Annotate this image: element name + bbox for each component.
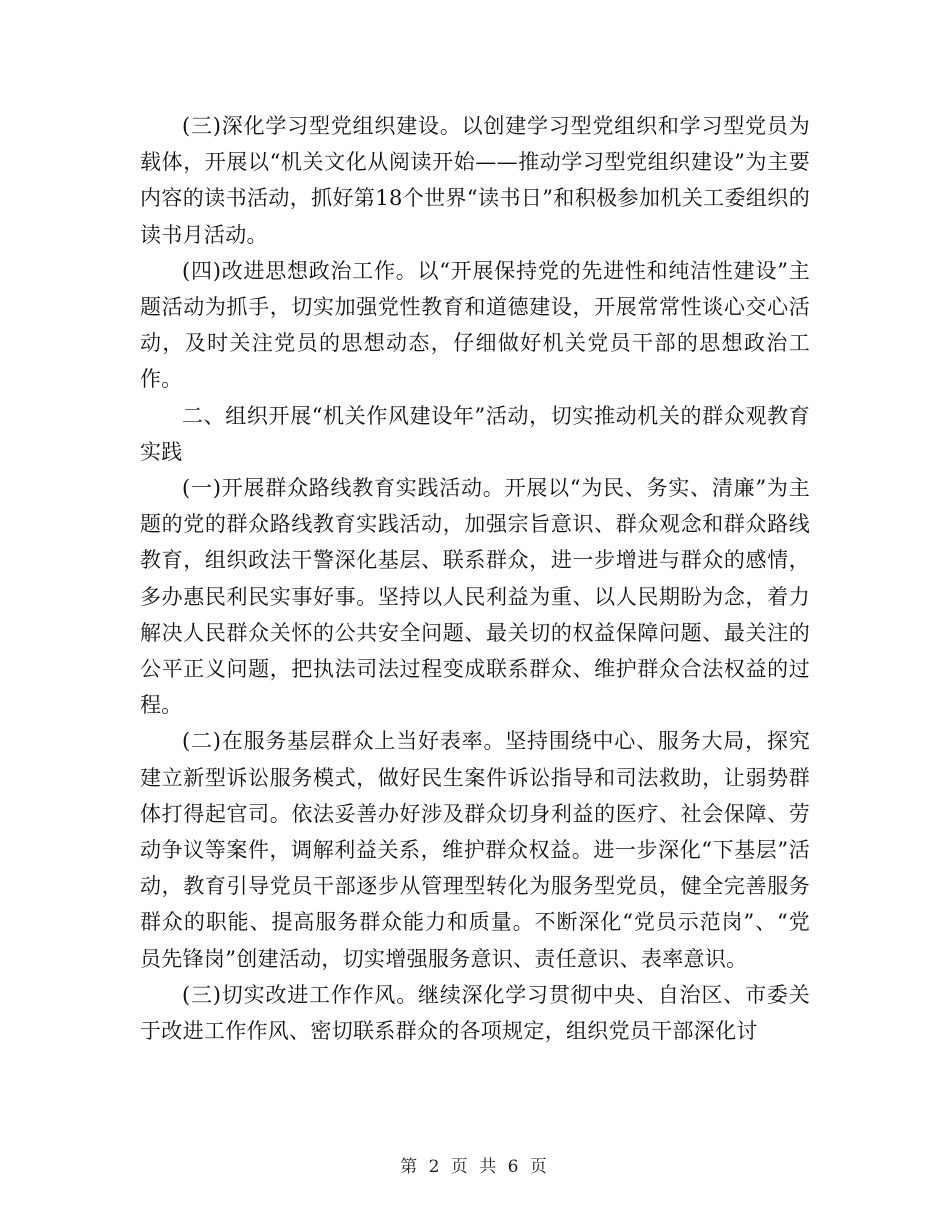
page-number-footer: 第 2 页 共 6 页 xyxy=(400,1157,550,1177)
paragraph-deepen-learning-party-org: (三)深化学习型党组织建设。以创建学习型党组织和学习型党员为载体，开展以“机关文化从阅读开始——推动学习型党组织建设”为主要内容的读书活动，抓好第18个世界“读书日”和积极参加机关工委组织的读书月活动。 xyxy=(140,114,810,247)
section-heading-work-style-year: 二、组织开展“机关作风建设年”活动，切实推动机关的群众观教育实践 xyxy=(140,403,810,464)
paragraph-serve-grassroots: (二)在服务基层群众上当好表率。坚持围绕中心、服务大局，探究建立新型诉讼服务模式，做好民生案件诉讼指导和司法救助，让弱势群体打得起官司。依法妥善办好涉及群众切身利益的医疗、社会保障、劳动争议等案件，调解利益关系，维护群众权益。进一步深化“下基层”活动，教育引导党员干部逐步从管理型转化为服务型党员，健全完善服务群众的职能、提高服务群众能力和质量。不断深化“党员示范岗”、“党员先锋岗”创建活动，切实增强服务意识、责任意识、表率意识。 xyxy=(140,729,810,971)
paragraph-mass-line-education: (一)开展群众路线教育实践活动。开展以“为民、务实、清廉”为主题的党的群众路线教育实践活动，加强宗旨意识、群众观念和群众路线教育，组织政法干警深化基层、联系群众，进一步增进与群众的感情，多办惠民利民实事好事。坚持以人民利益为重、以人民期盼为念，着力解决人民群众关怀的公共安全问题、最关切的权益保障问题、最关注的公平正义问题，把执法司法过程变成联系群众、维护群众合法权益的过程。 xyxy=(140,476,810,718)
document-body xyxy=(140,108,810,1049)
paragraph-improve-work-style: (三)切实改进工作作风。继续深化学习贯彻中央、自治区、市委关于改进工作作风、密切联系群众的各项规定，组织党员干部深化讨 xyxy=(140,982,810,1044)
paragraph-improve-ideological-work: (四)改进思想政治工作。以“开展保持党的先进性和纯洁性建设”主题活动为抓手，切实加强党性教育和道德建设，开展常常性谈心交心活动，及时关注党员的思想动态，仔细做好机关党员干部的思想政治工作。 xyxy=(140,258,810,392)
